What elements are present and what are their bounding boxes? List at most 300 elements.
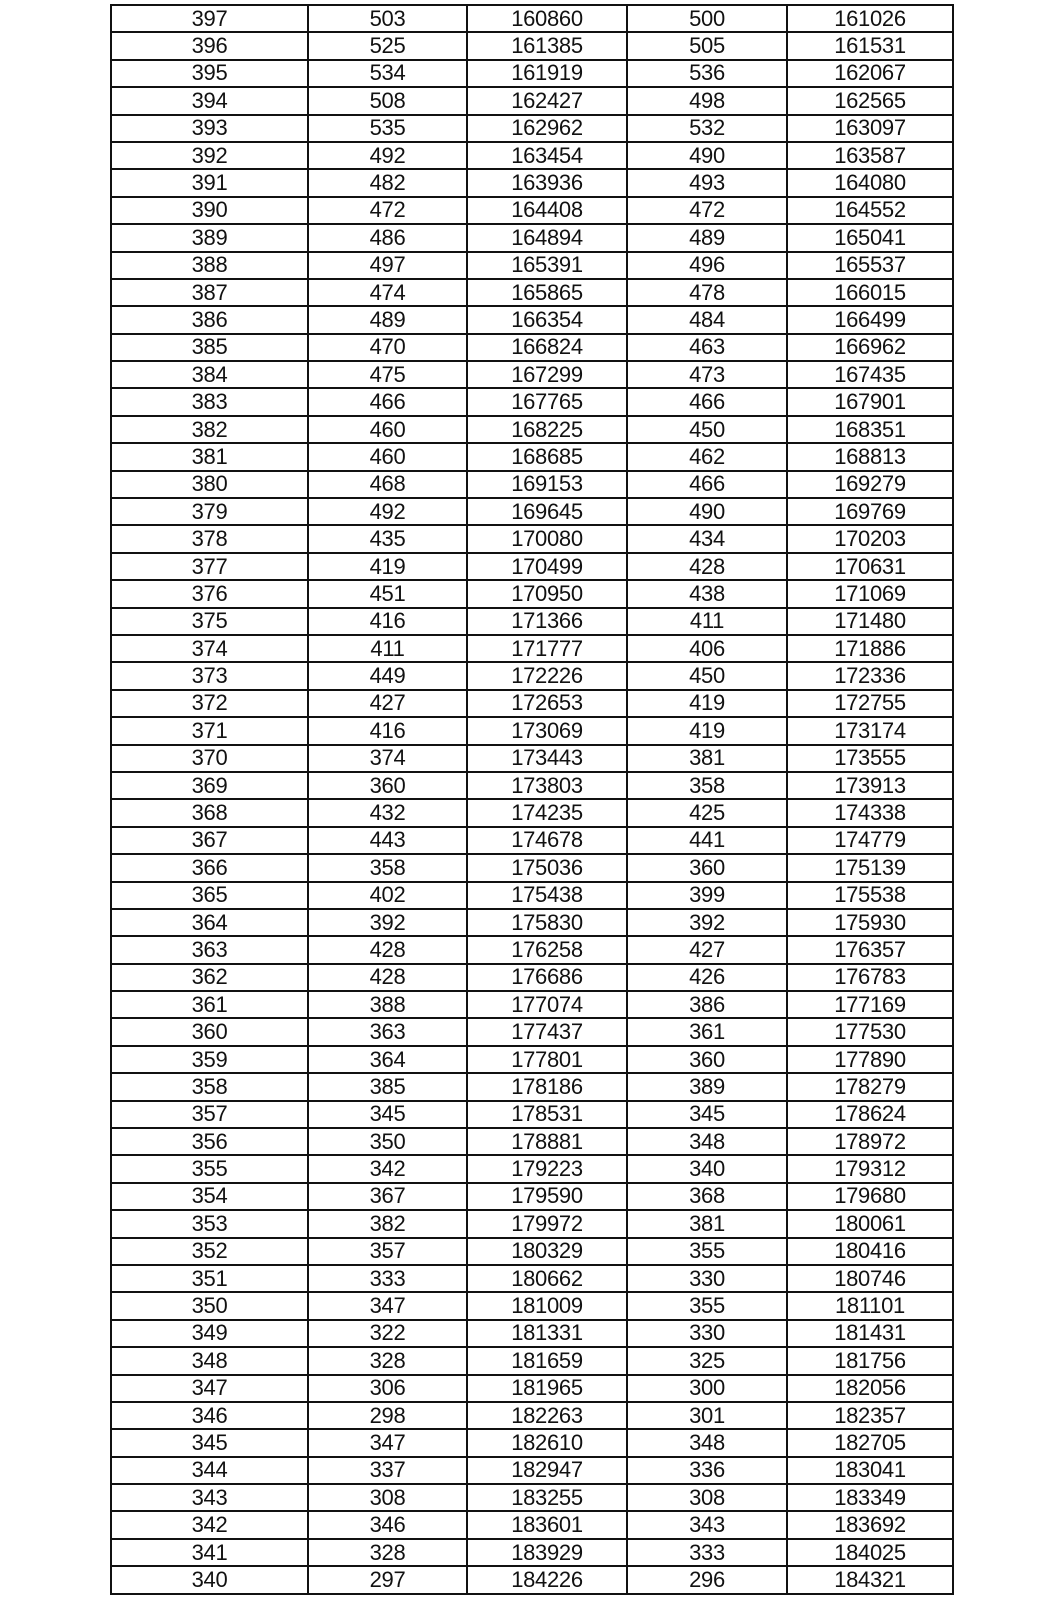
cumulative-b-cell: 164080 (787, 169, 953, 196)
score-cell: 380 (111, 471, 308, 498)
count-b-cell: 381 (627, 1210, 787, 1237)
count-b-cell: 308 (627, 1484, 787, 1511)
score-cell: 372 (111, 690, 308, 717)
cumulative-b-cell: 181756 (787, 1347, 953, 1374)
cumulative-b-cell: 181431 (787, 1320, 953, 1347)
count-a-cell: 472 (308, 197, 467, 224)
cumulative-b-cell: 184025 (787, 1539, 953, 1566)
score-cell: 363 (111, 936, 308, 963)
score-cell: 397 (111, 5, 308, 32)
cumulative-b-cell: 162067 (787, 60, 953, 87)
cumulative-b-cell: 170631 (787, 553, 953, 580)
count-a-cell: 503 (308, 5, 467, 32)
table-row (111, 1155, 953, 1182)
table-row (111, 991, 953, 1018)
score-cell: 367 (111, 827, 308, 854)
score-cell: 389 (111, 224, 308, 251)
table-row (111, 827, 953, 854)
table-row (111, 471, 953, 498)
count-a-cell: 298 (308, 1402, 467, 1429)
count-b-cell: 348 (627, 1128, 787, 1155)
table-row (111, 854, 953, 881)
count-b-cell: 325 (627, 1347, 787, 1374)
score-cell: 355 (111, 1155, 308, 1182)
score-cell: 371 (111, 717, 308, 744)
cumulative-b-cell: 173913 (787, 772, 953, 799)
count-b-cell: 434 (627, 525, 787, 552)
cumulative-a-cell: 182610 (467, 1429, 627, 1456)
cumulative-b-cell: 182705 (787, 1429, 953, 1456)
cumulative-b-cell: 166499 (787, 306, 953, 333)
table-row (111, 882, 953, 909)
cumulative-b-cell: 178279 (787, 1073, 953, 1100)
cumulative-a-cell: 161385 (467, 32, 627, 59)
score-cell: 388 (111, 252, 308, 279)
count-a-cell: 435 (308, 525, 467, 552)
count-a-cell: 416 (308, 717, 467, 744)
table-row (111, 799, 953, 826)
count-a-cell: 460 (308, 416, 467, 443)
count-a-cell: 492 (308, 498, 467, 525)
score-cell: 375 (111, 608, 308, 635)
cumulative-b-cell: 180061 (787, 1210, 953, 1237)
count-a-cell: 385 (308, 1073, 467, 1100)
count-b-cell: 505 (627, 32, 787, 59)
count-a-cell: 367 (308, 1183, 467, 1210)
table-row (111, 1511, 953, 1538)
cumulative-b-cell: 161026 (787, 5, 953, 32)
count-a-cell: 411 (308, 635, 467, 662)
table-row (111, 279, 953, 306)
table-row (111, 1128, 953, 1155)
score-cell: 345 (111, 1429, 308, 1456)
cumulative-b-cell: 177169 (787, 991, 953, 1018)
cumulative-a-cell: 180662 (467, 1265, 627, 1292)
table-row (111, 1566, 953, 1593)
count-b-cell: 438 (627, 580, 787, 607)
count-a-cell: 357 (308, 1238, 467, 1265)
cumulative-a-cell: 173803 (467, 772, 627, 799)
count-a-cell: 419 (308, 553, 467, 580)
cumulative-b-cell: 178624 (787, 1101, 953, 1128)
count-b-cell: 355 (627, 1292, 787, 1319)
table-row (111, 498, 953, 525)
count-b-cell: 386 (627, 991, 787, 1018)
count-a-cell: 416 (308, 608, 467, 635)
cumulative-b-cell: 183041 (787, 1457, 953, 1484)
cumulative-a-cell: 178881 (467, 1128, 627, 1155)
count-a-cell: 470 (308, 334, 467, 361)
count-a-cell: 388 (308, 991, 467, 1018)
count-a-cell: 347 (308, 1429, 467, 1456)
count-a-cell: 297 (308, 1566, 467, 1593)
cumulative-a-cell: 172226 (467, 662, 627, 689)
count-b-cell: 500 (627, 5, 787, 32)
count-b-cell: 462 (627, 443, 787, 470)
count-b-cell: 496 (627, 252, 787, 279)
count-a-cell: 508 (308, 87, 467, 114)
cumulative-b-cell: 182357 (787, 1402, 953, 1429)
score-cell: 353 (111, 1210, 308, 1237)
score-cell: 346 (111, 1402, 308, 1429)
table-row (111, 142, 953, 169)
score-cell: 362 (111, 964, 308, 991)
score-cell: 361 (111, 991, 308, 1018)
cumulative-a-cell: 178186 (467, 1073, 627, 1100)
cumulative-b-cell: 164552 (787, 197, 953, 224)
cumulative-a-cell: 177074 (467, 991, 627, 1018)
score-cell: 383 (111, 388, 308, 415)
table-row (111, 388, 953, 415)
count-b-cell: 484 (627, 306, 787, 333)
table-row (111, 443, 953, 470)
table-row (111, 306, 953, 333)
count-a-cell: 347 (308, 1292, 467, 1319)
cumulative-a-cell: 165865 (467, 279, 627, 306)
cumulative-b-cell: 162565 (787, 87, 953, 114)
cumulative-a-cell: 179223 (467, 1155, 627, 1182)
table-row (111, 224, 953, 251)
cumulative-a-cell: 182947 (467, 1457, 627, 1484)
table-row (111, 361, 953, 388)
cumulative-a-cell: 176686 (467, 964, 627, 991)
score-cell: 392 (111, 142, 308, 169)
cumulative-b-cell: 171069 (787, 580, 953, 607)
cumulative-b-cell: 165041 (787, 224, 953, 251)
count-b-cell: 463 (627, 334, 787, 361)
cumulative-a-cell: 163936 (467, 169, 627, 196)
cumulative-b-cell: 184321 (787, 1566, 953, 1593)
count-b-cell: 428 (627, 553, 787, 580)
cumulative-a-cell: 178531 (467, 1101, 627, 1128)
score-cell: 396 (111, 32, 308, 59)
table-row (111, 964, 953, 991)
count-b-cell: 399 (627, 882, 787, 909)
count-b-cell: 406 (627, 635, 787, 662)
count-a-cell: 308 (308, 1484, 467, 1511)
score-distribution-table (110, 4, 954, 1595)
score-cell: 387 (111, 279, 308, 306)
count-a-cell: 475 (308, 361, 467, 388)
count-a-cell: 468 (308, 471, 467, 498)
count-a-cell: 486 (308, 224, 467, 251)
count-b-cell: 426 (627, 964, 787, 991)
table-row (111, 1183, 953, 1210)
cumulative-a-cell: 173069 (467, 717, 627, 744)
score-cell: 379 (111, 498, 308, 525)
table-row (111, 580, 953, 607)
count-b-cell: 361 (627, 1018, 787, 1045)
cumulative-a-cell: 179972 (467, 1210, 627, 1237)
score-cell: 347 (111, 1375, 308, 1402)
table-row (111, 252, 953, 279)
cumulative-a-cell: 182263 (467, 1402, 627, 1429)
count-b-cell: 466 (627, 388, 787, 415)
cumulative-a-cell: 183929 (467, 1539, 627, 1566)
table-row (111, 553, 953, 580)
count-b-cell: 300 (627, 1375, 787, 1402)
table-row (111, 1018, 953, 1045)
count-b-cell: 478 (627, 279, 787, 306)
count-b-cell: 490 (627, 142, 787, 169)
count-b-cell: 330 (627, 1320, 787, 1347)
cumulative-b-cell: 161531 (787, 32, 953, 59)
count-a-cell: 360 (308, 772, 467, 799)
table-row (111, 1320, 953, 1347)
score-cell: 382 (111, 416, 308, 443)
cumulative-a-cell: 169645 (467, 498, 627, 525)
count-b-cell: 381 (627, 745, 787, 772)
score-cell: 369 (111, 772, 308, 799)
score-cell: 393 (111, 115, 308, 142)
cumulative-a-cell: 179590 (467, 1183, 627, 1210)
cumulative-b-cell: 175139 (787, 854, 953, 881)
cumulative-b-cell: 166962 (787, 334, 953, 361)
cumulative-a-cell: 170950 (467, 580, 627, 607)
count-a-cell: 534 (308, 60, 467, 87)
count-b-cell: 336 (627, 1457, 787, 1484)
cumulative-b-cell: 179312 (787, 1155, 953, 1182)
count-a-cell: 328 (308, 1539, 467, 1566)
count-b-cell: 498 (627, 87, 787, 114)
count-b-cell: 360 (627, 1046, 787, 1073)
cumulative-a-cell: 164894 (467, 224, 627, 251)
score-cell: 390 (111, 197, 308, 224)
cumulative-a-cell: 172653 (467, 690, 627, 717)
count-b-cell: 441 (627, 827, 787, 854)
cumulative-a-cell: 177801 (467, 1046, 627, 1073)
count-b-cell: 450 (627, 662, 787, 689)
cumulative-b-cell: 174338 (787, 799, 953, 826)
cumulative-b-cell: 172755 (787, 690, 953, 717)
table-row (111, 608, 953, 635)
score-cell: 343 (111, 1484, 308, 1511)
cumulative-b-cell: 181101 (787, 1292, 953, 1319)
cumulative-a-cell: 167765 (467, 388, 627, 415)
score-cell: 354 (111, 1183, 308, 1210)
cumulative-a-cell: 162962 (467, 115, 627, 142)
table-row (111, 87, 953, 114)
cumulative-a-cell: 164408 (467, 197, 627, 224)
table-row (111, 936, 953, 963)
cumulative-a-cell: 183601 (467, 1511, 627, 1538)
cumulative-a-cell: 184226 (467, 1566, 627, 1593)
count-a-cell: 402 (308, 882, 467, 909)
cumulative-b-cell: 173174 (787, 717, 953, 744)
score-cell: 368 (111, 799, 308, 826)
cumulative-b-cell: 163097 (787, 115, 953, 142)
cumulative-b-cell: 169279 (787, 471, 953, 498)
score-cell: 394 (111, 87, 308, 114)
cumulative-a-cell: 181009 (467, 1292, 627, 1319)
count-a-cell: 428 (308, 964, 467, 991)
count-a-cell: 364 (308, 1046, 467, 1073)
table-row (111, 1101, 953, 1128)
count-b-cell: 493 (627, 169, 787, 196)
count-b-cell: 490 (627, 498, 787, 525)
cumulative-a-cell: 177437 (467, 1018, 627, 1045)
cumulative-a-cell: 166824 (467, 334, 627, 361)
count-a-cell: 358 (308, 854, 467, 881)
table-row (111, 1073, 953, 1100)
cumulative-b-cell: 178972 (787, 1128, 953, 1155)
count-a-cell: 322 (308, 1320, 467, 1347)
score-cell: 357 (111, 1101, 308, 1128)
cumulative-b-cell: 171886 (787, 635, 953, 662)
count-a-cell: 492 (308, 142, 467, 169)
table-row (111, 32, 953, 59)
cumulative-b-cell: 175930 (787, 909, 953, 936)
count-a-cell: 466 (308, 388, 467, 415)
table-row (111, 1484, 953, 1511)
score-cell: 373 (111, 662, 308, 689)
count-a-cell: 451 (308, 580, 467, 607)
score-cell: 356 (111, 1128, 308, 1155)
table-body (111, 5, 953, 1594)
table-row (111, 1265, 953, 1292)
count-a-cell: 337 (308, 1457, 467, 1484)
count-b-cell: 411 (627, 608, 787, 635)
cumulative-b-cell: 167901 (787, 388, 953, 415)
count-a-cell: 497 (308, 252, 467, 279)
count-a-cell: 474 (308, 279, 467, 306)
cumulative-a-cell: 175036 (467, 854, 627, 881)
count-b-cell: 358 (627, 772, 787, 799)
table-row (111, 635, 953, 662)
count-b-cell: 330 (627, 1265, 787, 1292)
table-row (111, 1046, 953, 1073)
count-b-cell: 419 (627, 690, 787, 717)
count-b-cell: 425 (627, 799, 787, 826)
score-cell: 386 (111, 306, 308, 333)
score-cell: 360 (111, 1018, 308, 1045)
count-a-cell: 363 (308, 1018, 467, 1045)
table-row (111, 662, 953, 689)
count-a-cell: 535 (308, 115, 467, 142)
cumulative-a-cell: 181331 (467, 1320, 627, 1347)
cumulative-a-cell: 166354 (467, 306, 627, 333)
count-a-cell: 428 (308, 936, 467, 963)
table-row (111, 5, 953, 32)
cumulative-a-cell: 161919 (467, 60, 627, 87)
score-cell: 364 (111, 909, 308, 936)
score-cell: 340 (111, 1566, 308, 1593)
count-b-cell: 340 (627, 1155, 787, 1182)
count-a-cell: 525 (308, 32, 467, 59)
score-cell: 381 (111, 443, 308, 470)
cumulative-b-cell: 179680 (787, 1183, 953, 1210)
score-cell: 349 (111, 1320, 308, 1347)
score-cell: 344 (111, 1457, 308, 1484)
score-cell: 370 (111, 745, 308, 772)
count-a-cell: 342 (308, 1155, 467, 1182)
cumulative-a-cell: 171366 (467, 608, 627, 635)
score-cell: 378 (111, 525, 308, 552)
table-row (111, 1429, 953, 1456)
table-row (111, 60, 953, 87)
count-a-cell: 374 (308, 745, 467, 772)
cumulative-a-cell: 181659 (467, 1347, 627, 1374)
table-row (111, 169, 953, 196)
table-row (111, 717, 953, 744)
count-a-cell: 482 (308, 169, 467, 196)
cumulative-a-cell: 168225 (467, 416, 627, 443)
count-a-cell: 306 (308, 1375, 467, 1402)
count-b-cell: 392 (627, 909, 787, 936)
cumulative-a-cell: 170499 (467, 553, 627, 580)
table-row (111, 115, 953, 142)
cumulative-a-cell: 180329 (467, 1238, 627, 1265)
count-a-cell: 382 (308, 1210, 467, 1237)
score-cell: 359 (111, 1046, 308, 1073)
count-b-cell: 296 (627, 1566, 787, 1593)
count-b-cell: 473 (627, 361, 787, 388)
cumulative-b-cell: 173555 (787, 745, 953, 772)
cumulative-a-cell: 181965 (467, 1375, 627, 1402)
score-cell: 348 (111, 1347, 308, 1374)
count-a-cell: 432 (308, 799, 467, 826)
table-row (111, 745, 953, 772)
score-cell: 351 (111, 1265, 308, 1292)
cumulative-b-cell: 170203 (787, 525, 953, 552)
table-row (111, 334, 953, 361)
cumulative-a-cell: 165391 (467, 252, 627, 279)
cumulative-a-cell: 170080 (467, 525, 627, 552)
table-row (111, 1238, 953, 1265)
count-a-cell: 328 (308, 1347, 467, 1374)
cumulative-b-cell: 163587 (787, 142, 953, 169)
cumulative-a-cell: 169153 (467, 471, 627, 498)
count-b-cell: 466 (627, 471, 787, 498)
score-cell: 358 (111, 1073, 308, 1100)
count-b-cell: 536 (627, 60, 787, 87)
count-a-cell: 449 (308, 662, 467, 689)
cumulative-b-cell: 183349 (787, 1484, 953, 1511)
cumulative-a-cell: 171777 (467, 635, 627, 662)
cumulative-b-cell: 175538 (787, 882, 953, 909)
cumulative-b-cell: 169769 (787, 498, 953, 525)
cumulative-a-cell: 176258 (467, 936, 627, 963)
table-row (111, 1402, 953, 1429)
cumulative-b-cell: 176783 (787, 964, 953, 991)
cumulative-b-cell: 177530 (787, 1018, 953, 1045)
count-b-cell: 472 (627, 197, 787, 224)
cumulative-a-cell: 174678 (467, 827, 627, 854)
count-b-cell: 532 (627, 115, 787, 142)
cumulative-b-cell: 172336 (787, 662, 953, 689)
count-b-cell: 419 (627, 717, 787, 744)
score-cell: 352 (111, 1238, 308, 1265)
count-a-cell: 460 (308, 443, 467, 470)
count-a-cell: 392 (308, 909, 467, 936)
count-b-cell: 368 (627, 1183, 787, 1210)
cumulative-b-cell: 180416 (787, 1238, 953, 1265)
cumulative-a-cell: 160860 (467, 5, 627, 32)
table-row (111, 1457, 953, 1484)
score-cell: 395 (111, 60, 308, 87)
cumulative-b-cell: 171480 (787, 608, 953, 635)
count-b-cell: 489 (627, 224, 787, 251)
cumulative-b-cell: 183692 (787, 1511, 953, 1538)
cumulative-a-cell: 174235 (467, 799, 627, 826)
table-row (111, 1539, 953, 1566)
score-cell: 350 (111, 1292, 308, 1319)
score-cell: 377 (111, 553, 308, 580)
count-a-cell: 346 (308, 1511, 467, 1538)
count-a-cell: 427 (308, 690, 467, 717)
count-b-cell: 343 (627, 1511, 787, 1538)
count-a-cell: 345 (308, 1101, 467, 1128)
